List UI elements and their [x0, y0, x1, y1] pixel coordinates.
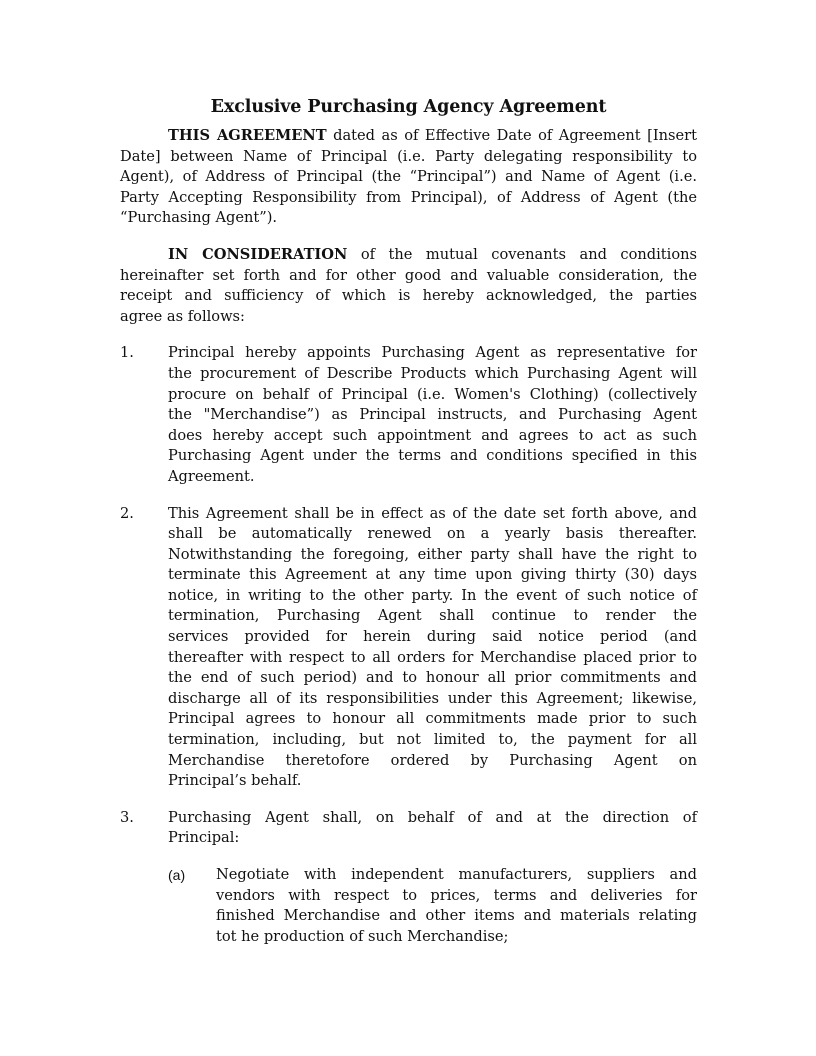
- clause-line: Principal:: [168, 829, 240, 847]
- clause-number: 3.: [120, 808, 134, 826]
- clause-line: procure on behalf of Principal (i.e. Women's Clothing) (collectively: [168, 385, 697, 403]
- clause-line: This Agreement shall be in effect as of the date set forth above, and: [168, 504, 697, 522]
- paragraph-line: agree as follows:: [120, 307, 245, 325]
- clause-line: Notwithstanding the foregoing, either party shall have the right to: [168, 545, 697, 563]
- clause-line: Agreement.: [168, 467, 255, 485]
- clause-number: 1.: [120, 344, 134, 362]
- clause-line: termination, Purchasing Agent shall continue to render the: [168, 607, 697, 625]
- subclause-label: (a): [168, 867, 186, 883]
- paragraph-line: Date] between Name of Principal (i.e. Party delegating responsibility to: [120, 147, 697, 165]
- clause-line: Merchandise theretofore ordered by Purchasing Agent on: [168, 751, 697, 769]
- preamble-paragraph: [120, 126, 697, 229]
- paragraph-line: IN CONSIDERATION of the mutual covenants and conditions: [168, 245, 698, 263]
- clause-1: [120, 343, 697, 487]
- paragraph-line: “Purchasing Agent”).: [120, 209, 278, 227]
- clause-2: [120, 504, 697, 792]
- clause-line: termination, including, but not limited to, the payment for all: [168, 731, 697, 749]
- clause-line: discharge all of its responsibilities under this Agreement; likewise,: [168, 689, 697, 707]
- clause-line: Principal agrees to honour all commitments made prior to such: [168, 710, 697, 728]
- subclause-line: tot he production of such Merchandise;: [216, 927, 509, 945]
- paragraph-line: THIS AGREEMENT dated as of Effective Date of Agreement [Insert: [168, 127, 697, 144]
- clause-line: Purchasing Agent under the terms and conditions specified in this: [168, 447, 697, 465]
- clause-line: terminate this Agreement at any time upon giving thirty (30) days: [168, 566, 697, 584]
- subclause-line: Negotiate with independent manufacturers, suppliers and: [216, 866, 697, 883]
- clause-line: notice, in writing to the other party. In the event of such notice of: [168, 586, 697, 604]
- clause-line: the end of such period) and to honour all prior commitments and: [168, 669, 697, 687]
- clause-line: services provided for herein during said notice period (and: [168, 628, 697, 646]
- paragraph-line: Agent), of Address of Principal (the “Principal”) and Name of Agent (i.e.: [120, 168, 697, 186]
- clause-line: the "Merchandise”) as Principal instructs, and Purchasing Agent: [168, 406, 697, 424]
- consideration-paragraph: [120, 245, 697, 327]
- document-page: [120, 96, 697, 963]
- clause-line: Principal hereby appoints Purchasing Agent as representative for: [168, 344, 697, 362]
- clause-line: the procurement of Describe Products which Purchasing Agent will: [168, 364, 697, 382]
- clause-line: thereafter with respect to all orders for Merchandise placed prior to: [168, 648, 697, 666]
- clause-line: Purchasing Agent shall, on behalf of and at the direction of: [168, 808, 697, 826]
- paragraph-line: Party Accepting Responsibility from Principal), of Address of Agent (the: [120, 188, 697, 206]
- clause-number: 2.: [120, 504, 134, 522]
- paragraph-line: receipt and sufficiency of which is hereby acknowledged, the parties: [120, 287, 697, 305]
- subclause-line: finished Merchandise and other items and materials relating: [216, 907, 697, 925]
- clause-line: shall be automatically renewed on a yearly basis thereafter.: [168, 525, 697, 543]
- bold-lead: THIS AGREEMENT: [168, 127, 327, 144]
- subclause-line: vendors with respect to prices, terms and deliveries for: [216, 886, 697, 904]
- subclause-a: [168, 865, 697, 947]
- document-title: Exclusive Purchasing Agency Agreement: [210, 97, 607, 117]
- bold-lead: IN CONSIDERATION: [168, 245, 348, 263]
- clause-3: [120, 808, 697, 849]
- paragraph-line: hereinafter set forth and for other good and valuable consideration, the: [120, 266, 697, 284]
- clause-line: does hereby accept such appointment and agrees to act as such: [168, 426, 697, 444]
- clause-line: Principal’s behalf.: [168, 772, 302, 790]
